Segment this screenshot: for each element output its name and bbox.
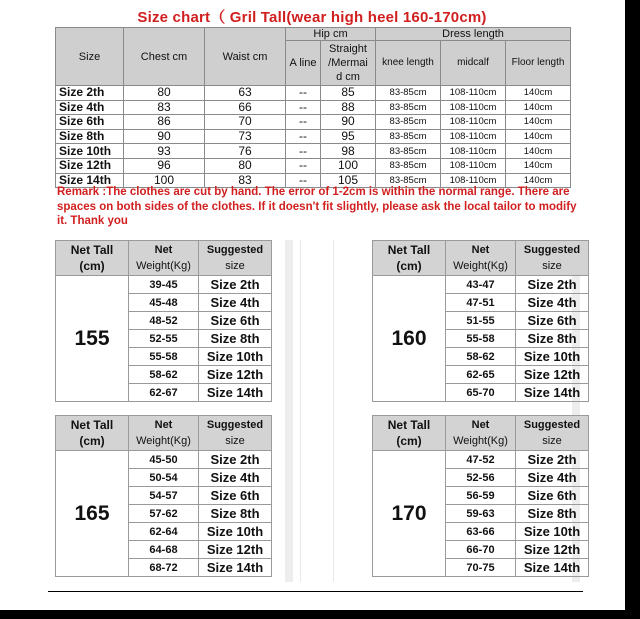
header-hip-group: Hip cm xyxy=(286,28,376,41)
suggested-size-value: Size 10th xyxy=(199,523,272,541)
size-cell-floor: 140cm xyxy=(506,158,571,173)
size-row xyxy=(56,144,571,159)
net-weight-value: 70-75 xyxy=(446,559,516,577)
net-tall-value: 160 xyxy=(373,276,446,402)
net-weight-value: 50-54 xyxy=(129,469,199,487)
size-cell-midcalf: 108-110cm xyxy=(441,115,506,130)
suggested-size-value: Size 10th xyxy=(516,348,589,366)
size-row xyxy=(56,86,571,101)
net-weight-value: 58-62 xyxy=(446,348,516,366)
suggested-size-value: Size 8th xyxy=(199,330,272,348)
size-cell-straight: 100 xyxy=(321,158,376,173)
size-row xyxy=(56,129,571,144)
recommendation-row xyxy=(56,276,272,294)
rec-header-size-line2: size xyxy=(225,435,245,447)
rec-header-size xyxy=(199,416,272,451)
header-a-line: A line xyxy=(286,41,321,86)
header-straight-l2: /Mermai xyxy=(328,57,368,69)
suggested-size-value: Size 4th xyxy=(199,469,272,487)
sheet-gridline xyxy=(300,240,301,582)
recommendation-table-165 xyxy=(55,415,272,577)
suggested-size-value: Size 6th xyxy=(516,487,589,505)
rec-header-size-line2: size xyxy=(542,435,562,447)
net-weight-value: 66-70 xyxy=(446,541,516,559)
size-cell-waist: 76 xyxy=(205,144,286,159)
rec-header-weight-line2: Weight(Kg) xyxy=(136,435,191,447)
rec-header-tall-line1: Net Tall xyxy=(70,418,114,432)
recommendation-table-170 xyxy=(372,415,589,577)
size-cell-aline: -- xyxy=(286,115,321,130)
recommendation-table-160 xyxy=(372,240,589,402)
recommendation-row xyxy=(56,451,272,469)
size-cell-midcalf: 108-110cm xyxy=(441,173,506,188)
recommendation-table-155 xyxy=(55,240,272,402)
size-cell-aline: -- xyxy=(286,173,321,188)
rec-header-tall-line1: Net Tall xyxy=(387,243,431,257)
sheet-column-divider xyxy=(285,240,293,582)
rec-header-weight-line2: Weight(Kg) xyxy=(453,435,508,447)
size-cell-aline: -- xyxy=(286,144,321,159)
size-cell-floor: 140cm xyxy=(506,86,571,101)
size-cell-chest: 86 xyxy=(124,115,205,130)
size-cell-chest: 100 xyxy=(124,173,205,188)
net-weight-value: 57-62 xyxy=(129,505,199,523)
size-chart-body xyxy=(56,86,571,188)
net-weight-value: 62-64 xyxy=(129,523,199,541)
size-cell-chest: 90 xyxy=(124,129,205,144)
rec-header-weight xyxy=(446,416,516,451)
rec-header-tall-line2: (cm) xyxy=(79,434,105,448)
chart-title: Size chart（ Gril Tall(wear high heel 160-170cm) xyxy=(137,9,487,26)
net-weight-value: 56-59 xyxy=(446,487,516,505)
size-cell-floor: 140cm xyxy=(506,144,571,159)
net-tall-value: 165 xyxy=(56,451,129,577)
size-cell-straight: 98 xyxy=(321,144,376,159)
size-cell-waist: 83 xyxy=(205,173,286,188)
suggested-size-value: Size 12th xyxy=(199,366,272,384)
suggested-size-value: Size 6th xyxy=(199,312,272,330)
net-weight-value: 59-63 xyxy=(446,505,516,523)
rec-header-weight xyxy=(129,416,199,451)
net-weight-value: 45-50 xyxy=(129,451,199,469)
rec-header-tall-line1: Net Tall xyxy=(387,418,431,432)
rec-header-weight-line1: Net xyxy=(471,244,490,256)
size-cell-knee: 83-85cm xyxy=(376,129,441,144)
size-cell-aline: -- xyxy=(286,158,321,173)
header-straight xyxy=(321,41,376,86)
rec-header-weight xyxy=(446,241,516,276)
net-weight-value: 43-47 xyxy=(446,276,516,294)
suggested-size-value: Size 10th xyxy=(516,523,589,541)
rec-header-tall-line2: (cm) xyxy=(396,259,422,273)
rec-header-tall xyxy=(56,241,129,276)
size-cell-chest: 80 xyxy=(124,86,205,101)
size-cell-knee: 83-85cm xyxy=(376,144,441,159)
suggested-size-value: Size 6th xyxy=(516,312,589,330)
size-cell-size: Size 12th xyxy=(56,158,124,173)
size-cell-size: Size 8th xyxy=(56,129,124,144)
suggested-size-value: Size 14th xyxy=(516,384,589,402)
net-weight-value: 63-66 xyxy=(446,523,516,541)
suggested-size-value: Size 8th xyxy=(516,330,589,348)
size-cell-size: Size 2th xyxy=(56,86,124,101)
net-weight-value: 55-58 xyxy=(129,348,199,366)
bottom-rule xyxy=(48,591,583,592)
rec-header-weight xyxy=(129,241,199,276)
size-cell-midcalf: 108-110cm xyxy=(441,158,506,173)
size-cell-waist: 73 xyxy=(205,129,286,144)
size-cell-knee: 83-85cm xyxy=(376,100,441,115)
recommendation-row xyxy=(373,451,589,469)
size-cell-knee: 83-85cm xyxy=(376,115,441,130)
size-cell-midcalf: 108-110cm xyxy=(441,129,506,144)
net-weight-value: 47-52 xyxy=(446,451,516,469)
rec-header-size-line1: Suggested xyxy=(206,244,264,256)
rec-header-size xyxy=(516,416,589,451)
remark-text: Remark :The clothes are cut by hand. The error of 1-2cm is within the normal range. There are spaces on both sides of the clothes. If it doesn't fit slightly, please ask the local tailor to modify it. Thank you xyxy=(57,186,577,227)
sheet-gridline xyxy=(333,240,334,582)
size-cell-straight: 90 xyxy=(321,115,376,130)
rec-header-tall-line1: Net Tall xyxy=(70,243,114,257)
suggested-size-value: Size 12th xyxy=(199,541,272,559)
net-weight-value: 54-57 xyxy=(129,487,199,505)
size-cell-midcalf: 108-110cm xyxy=(441,100,506,115)
rec-header-tall xyxy=(373,416,446,451)
recommendation-header xyxy=(56,416,272,451)
size-cell-size: Size 6th xyxy=(56,115,124,130)
suggested-size-value: Size 2th xyxy=(516,276,589,294)
size-cell-straight: 105 xyxy=(321,173,376,188)
suggested-size-value: Size 2th xyxy=(199,451,272,469)
header-chest: Chest cm xyxy=(124,28,205,86)
net-weight-value: 45-48 xyxy=(129,294,199,312)
suggested-size-value: Size 14th xyxy=(199,384,272,402)
size-cell-midcalf: 108-110cm xyxy=(441,144,506,159)
size-chart-table xyxy=(55,27,571,188)
net-weight-value: 52-56 xyxy=(446,469,516,487)
net-weight-value: 39-45 xyxy=(129,276,199,294)
size-cell-straight: 85 xyxy=(321,86,376,101)
size-cell-waist: 66 xyxy=(205,100,286,115)
header-size: Size xyxy=(56,28,124,86)
header-straight-l3: d cm xyxy=(336,71,360,83)
rec-header-size-line1: Suggested xyxy=(523,244,581,256)
rec-header-tall-line2: (cm) xyxy=(79,259,105,273)
suggested-size-value: Size 4th xyxy=(516,469,589,487)
size-cell-aline: -- xyxy=(286,100,321,115)
size-cell-floor: 140cm xyxy=(506,100,571,115)
size-cell-waist: 70 xyxy=(205,115,286,130)
size-cell-floor: 140cm xyxy=(506,129,571,144)
size-cell-chest: 93 xyxy=(124,144,205,159)
rec-header-weight-line1: Net xyxy=(154,244,173,256)
net-weight-value: 64-68 xyxy=(129,541,199,559)
suggested-size-value: Size 8th xyxy=(199,505,272,523)
size-cell-straight: 88 xyxy=(321,100,376,115)
net-weight-value: 51-55 xyxy=(446,312,516,330)
net-tall-value: 170 xyxy=(373,451,446,577)
size-cell-knee: 83-85cm xyxy=(376,173,441,188)
rec-header-weight-line2: Weight(Kg) xyxy=(453,260,508,272)
size-row xyxy=(56,115,571,130)
net-weight-value: 58-62 xyxy=(129,366,199,384)
suggested-size-value: Size 10th xyxy=(199,348,272,366)
rec-header-size-line2: size xyxy=(225,260,245,272)
suggested-size-value: Size 12th xyxy=(516,541,589,559)
header-waist: Waist cm xyxy=(205,28,286,86)
rec-header-tall-line2: (cm) xyxy=(396,434,422,448)
rec-header-size-line1: Suggested xyxy=(523,419,581,431)
size-cell-waist: 80 xyxy=(205,158,286,173)
rec-header-size xyxy=(199,241,272,276)
net-weight-value: 55-58 xyxy=(446,330,516,348)
net-weight-value: 68-72 xyxy=(129,559,199,577)
recommendation-header xyxy=(56,241,272,276)
size-cell-size: Size 4th xyxy=(56,100,124,115)
suggested-size-value: Size 14th xyxy=(199,559,272,577)
recommendation-header xyxy=(373,416,589,451)
net-tall-value: 155 xyxy=(56,276,129,402)
header-floor: Floor length xyxy=(506,41,571,86)
net-weight-value: 62-65 xyxy=(446,366,516,384)
suggested-size-value: Size 2th xyxy=(199,276,272,294)
rec-header-size-line1: Suggested xyxy=(206,419,264,431)
suggested-size-value: Size 8th xyxy=(516,505,589,523)
rec-header-weight-line1: Net xyxy=(154,419,173,431)
suggested-size-value: Size 4th xyxy=(199,294,272,312)
recommendation-row xyxy=(373,276,589,294)
net-weight-value: 65-70 xyxy=(446,384,516,402)
net-weight-value: 48-52 xyxy=(129,312,199,330)
net-weight-value: 52-55 xyxy=(129,330,199,348)
size-cell-aline: -- xyxy=(286,129,321,144)
size-row xyxy=(56,100,571,115)
header-midcalf: midcalf xyxy=(441,41,506,86)
size-cell-chest: 83 xyxy=(124,100,205,115)
header-dress-group: Dress length xyxy=(376,28,571,41)
header-knee: knee length xyxy=(376,41,441,86)
size-cell-midcalf: 108-110cm xyxy=(441,86,506,101)
net-weight-value: 62-67 xyxy=(129,384,199,402)
size-cell-knee: 83-85cm xyxy=(376,86,441,101)
suggested-size-value: Size 4th xyxy=(516,294,589,312)
rec-header-weight-line2: Weight(Kg) xyxy=(136,260,191,272)
suggested-size-value: Size 2th xyxy=(516,451,589,469)
size-row xyxy=(56,158,571,173)
rec-header-size xyxy=(516,241,589,276)
rec-header-size-line2: size xyxy=(542,260,562,272)
header-straight-l1: Straight xyxy=(329,43,367,55)
recommendation-header xyxy=(373,241,589,276)
rec-header-tall xyxy=(56,416,129,451)
rec-header-tall xyxy=(373,241,446,276)
size-cell-floor: 140cm xyxy=(506,173,571,188)
suggested-size-value: Size 14th xyxy=(516,559,589,577)
size-cell-waist: 63 xyxy=(205,86,286,101)
size-cell-floor: 140cm xyxy=(506,115,571,130)
size-cell-chest: 96 xyxy=(124,158,205,173)
size-cell-size: Size 10th xyxy=(56,144,124,159)
rec-header-weight-line1: Net xyxy=(471,419,490,431)
suggested-size-value: Size 12th xyxy=(516,366,589,384)
size-cell-knee: 83-85cm xyxy=(376,158,441,173)
suggested-size-value: Size 6th xyxy=(199,487,272,505)
net-weight-value: 47-51 xyxy=(446,294,516,312)
size-cell-size: Size 14th xyxy=(56,173,124,188)
size-cell-aline: -- xyxy=(286,86,321,101)
size-cell-straight: 95 xyxy=(321,129,376,144)
